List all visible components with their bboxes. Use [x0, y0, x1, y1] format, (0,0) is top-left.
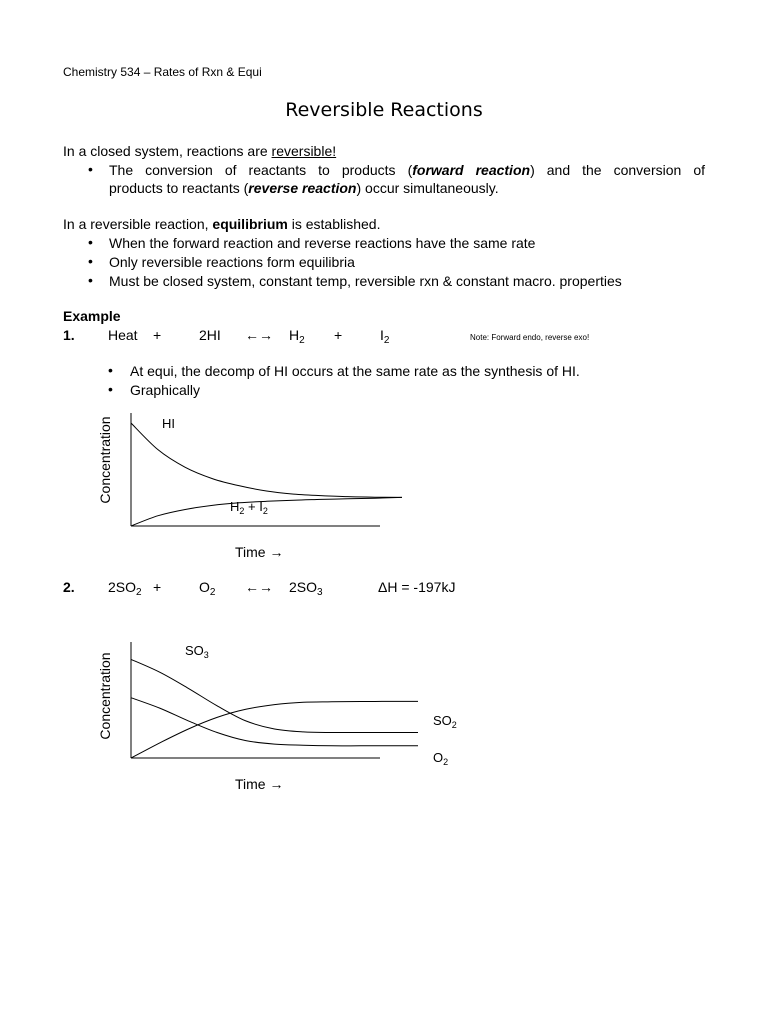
example-2-product	[289, 578, 323, 596]
reverse-reaction-term: reverse reaction	[248, 180, 357, 196]
series-line-hi	[131, 423, 402, 497]
so3-symbol: 2SO	[289, 579, 318, 595]
series-label-so3: $SO_3$	[185, 643, 209, 660]
equilibrium-bullet: Only reversible reactions form equilibria	[109, 254, 355, 270]
product1-symbol: H	[289, 327, 300, 343]
example-2-reactant2	[199, 578, 215, 596]
reversible-arrow-icon: ←→	[245, 579, 273, 595]
example-1-heat: Heat	[108, 327, 138, 343]
document-header: Chemistry 534 – Rates of Rxn & Equi	[63, 65, 262, 79]
y-axis-label: Concentration	[97, 416, 113, 504]
series-line-so3	[131, 701, 418, 758]
product1-subscript: 2	[299, 335, 305, 346]
example-1-number: 1.	[63, 327, 75, 343]
example-1-product2	[380, 326, 389, 344]
intro-bullet-text-2: products to reactants (	[109, 180, 249, 196]
intro-line	[63, 142, 336, 160]
intro-bullet-text-end: ) occur simultaneously.	[356, 180, 499, 196]
so3-subscript: 3	[317, 587, 323, 598]
hi-equilibrium-chart	[90, 405, 420, 565]
example-2-number: 2.	[63, 579, 75, 595]
example-1-plus: +	[153, 327, 162, 343]
bullet-dot: •	[88, 253, 93, 269]
equilibrium-text: In a reversible reaction,	[63, 216, 213, 232]
equilibrium-bullet: When the forward reaction and reverse reactions have the same rate	[109, 235, 536, 251]
bullet-dot: •	[88, 161, 93, 177]
equilibrium-text-end: is established.	[287, 216, 381, 232]
so2-symbol: 2SO	[108, 579, 137, 595]
example-1-reactant: 2HI	[199, 327, 221, 343]
example-1-note: Note: Forward endo, reverse exo!	[470, 333, 590, 342]
reversible-arrow-icon: ←→	[245, 327, 273, 343]
product2-symbol: I	[380, 327, 384, 343]
o2-subscript: 2	[209, 587, 216, 598]
series-line-so2	[131, 659, 418, 732]
example-1-plus: +	[334, 327, 343, 343]
x-axis-label: Time →	[235, 544, 284, 560]
o2-symbol: O	[199, 579, 210, 595]
product2-subscript: 2	[383, 335, 390, 346]
series-label-hi: HI	[162, 416, 175, 431]
series-label-h2-i2: $H_2 + I_2$	[230, 499, 268, 516]
equilibrium-term: equilibrium	[212, 216, 288, 232]
enthalpy-change: ΔH = -197kJ	[378, 579, 456, 595]
y-axis-label: Concentration	[97, 652, 113, 740]
so3-equilibrium-chart	[90, 636, 480, 801]
equilibrium-line	[63, 215, 380, 233]
example-1-product1	[289, 326, 305, 344]
example-2-plus: +	[153, 579, 162, 595]
so2-subscript: 2	[136, 587, 142, 598]
forward-reaction-term: forward reaction	[412, 162, 531, 178]
reversible-term: reversible!	[271, 143, 337, 159]
intro-bullet-line2	[109, 179, 499, 197]
intro-bullet-line1	[109, 161, 705, 179]
bullet-dot: •	[88, 272, 93, 288]
bullet-dot: •	[108, 381, 113, 397]
example-1-bullet: At equi, the decomp of HI occurs at the same rate as the synthesis of HI.	[130, 363, 580, 379]
equilibrium-bullet: Must be closed system, constant temp, reversible rxn & constant macro. properties	[109, 273, 622, 289]
intro-bullet-text: The conversion of reactants to products (	[109, 162, 413, 178]
page-title: Reversible Reactions	[285, 99, 483, 121]
intro-text: In a closed system, reactions are	[63, 143, 272, 159]
intro-bullet-text-mid: ) and the conversion of	[530, 162, 705, 178]
example-label: Example	[63, 308, 121, 324]
x-axis-label: Time →	[235, 776, 284, 792]
example-1-bullet: Graphically	[130, 382, 201, 398]
example-2-reactant1	[108, 578, 142, 596]
series-label-so2: $SO_2$	[433, 713, 457, 730]
bullet-dot: •	[108, 362, 113, 378]
bullet-dot: •	[88, 234, 93, 250]
series-label-o2: $O_2$	[433, 750, 449, 767]
